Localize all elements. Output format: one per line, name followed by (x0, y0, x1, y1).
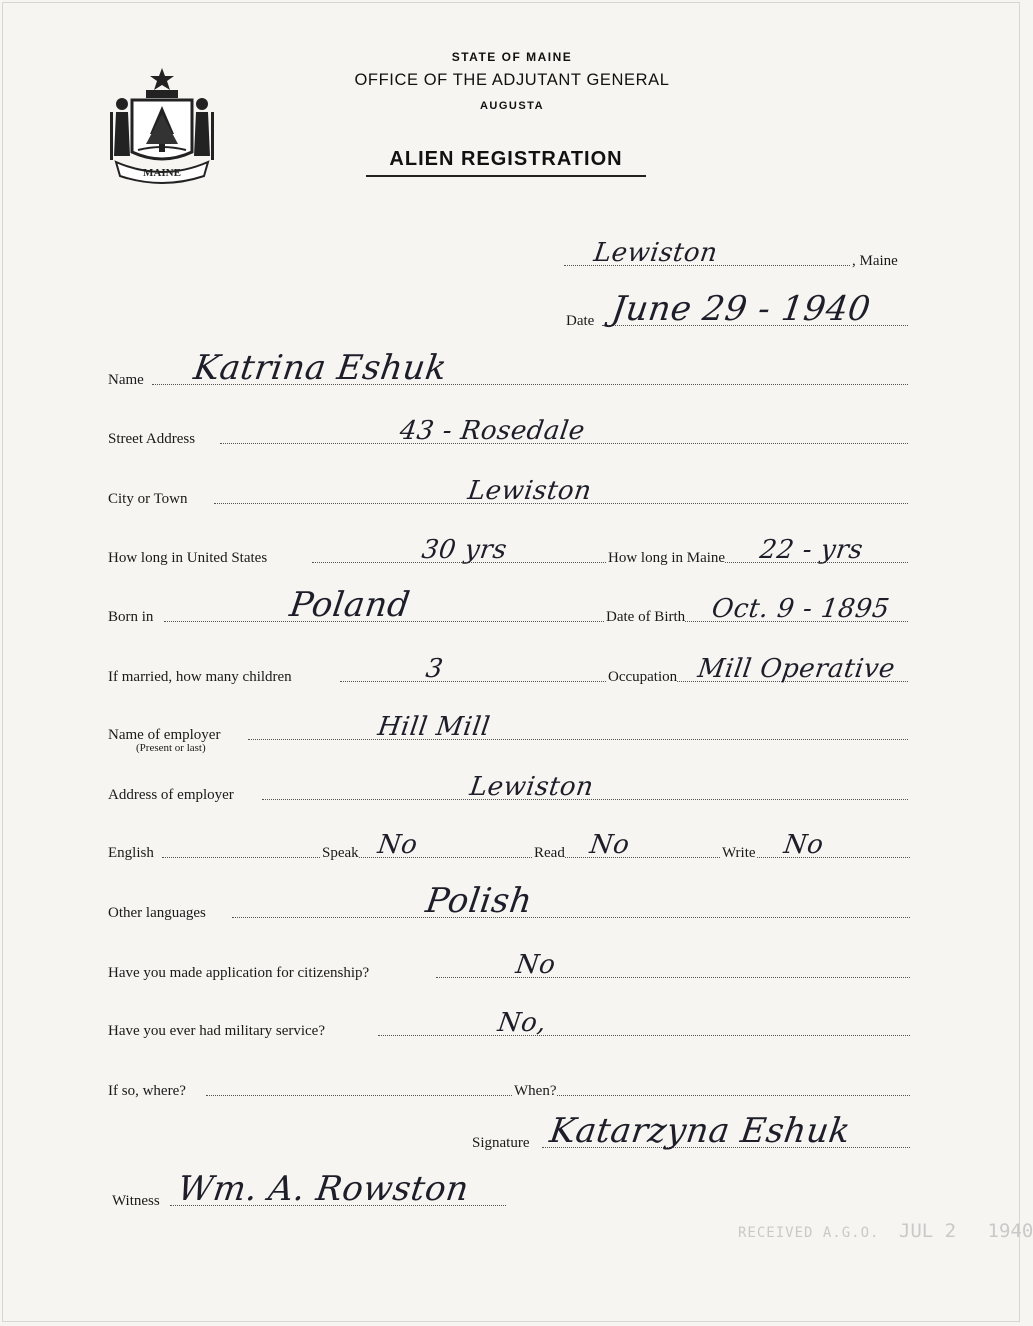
street-row (108, 416, 908, 448)
header-office: OFFICE OF THE ADJUTANT GENERAL (354, 71, 670, 89)
maine-duration-label: How long in Maine (608, 550, 726, 566)
children-row (108, 654, 908, 686)
duration-row (108, 535, 908, 567)
write-label: Write (722, 845, 756, 861)
name-label: Name (108, 372, 144, 388)
date-value: June 29 - 1940 (609, 289, 874, 329)
witness-value: Wm. A. Rowston (175, 1169, 472, 1209)
witness-label: Witness (112, 1193, 160, 1209)
header-state: STATE OF MAINE (451, 50, 573, 64)
form-title: ALIEN REGISTRATION (366, 148, 646, 177)
employer-row (108, 712, 908, 744)
stamp-month: JUL 2 (898, 1220, 957, 1242)
languages-label: Other languages (108, 905, 206, 921)
speak-value: No (375, 830, 420, 860)
us-duration-value: 30 yrs (419, 535, 509, 565)
employer-value: Hill Mill (375, 712, 493, 742)
employer-label: Name of employer (108, 727, 221, 743)
header-city: AUGUSTA (479, 100, 545, 112)
birth-row (108, 585, 908, 626)
maine-duration-value: 22 - yrs (757, 535, 865, 565)
seal-ribbon-text: MAINE (143, 167, 181, 179)
name-value: Katrina Eshuk (191, 348, 450, 388)
occupation-label: Occupation (608, 669, 678, 685)
birth-date-value: Oct. 9 - 1895 (709, 594, 892, 624)
witness-row (112, 1169, 506, 1210)
languages-value: Polish (423, 881, 535, 921)
street-label: Street Address (108, 431, 196, 447)
location-suffix: , Maine (852, 253, 898, 269)
languages-row (108, 881, 910, 922)
street-value: 43 - Rosedale (397, 416, 587, 446)
when-label: When? (514, 1083, 557, 1099)
name-row (108, 348, 908, 389)
english-label: English (108, 845, 154, 861)
military-label: Have you ever had military service? (108, 1023, 325, 1039)
date-row (566, 289, 908, 330)
received-stamp (738, 1220, 1033, 1242)
us-duration-label: How long in United States (108, 550, 268, 566)
signature-value: Katarzyna Eshuk (547, 1111, 853, 1151)
read-value: No (587, 830, 632, 860)
city-label: City or Town (108, 491, 188, 507)
employer-address-row (108, 772, 908, 804)
employer-address-label: Address of employer (108, 787, 234, 803)
speak-label: Speak (322, 845, 359, 861)
employer-sublabel: (Present or last) (136, 742, 206, 754)
where-row (108, 1076, 910, 1100)
where-label: If so, where? (108, 1083, 186, 1099)
born-in-label: Born in (108, 609, 154, 625)
stamp-year: 1940 (987, 1220, 1033, 1242)
born-in-value: Poland (287, 585, 413, 625)
signature-label: Signature (472, 1135, 530, 1151)
citizenship-value: No (513, 950, 558, 980)
children-label: If married, how many children (108, 669, 292, 685)
birth-date-label: Date of Birth (606, 609, 686, 625)
stamp-text: RECEIVED A.G.O. (738, 1225, 880, 1241)
signature-row (472, 1111, 910, 1152)
date-label: Date (566, 313, 595, 329)
citizenship-label: Have you made application for citizenship? (108, 965, 370, 981)
citizenship-row (108, 950, 910, 982)
write-value: No (781, 830, 826, 860)
read-label: Read (534, 845, 565, 861)
employer-address-value: Lewiston (467, 772, 596, 802)
military-row (108, 1008, 910, 1040)
occupation-value: Mill Operative (695, 654, 898, 684)
children-value: 3 (423, 654, 446, 684)
city-value: Lewiston (465, 476, 594, 506)
english-row (108, 830, 910, 862)
location-row (564, 238, 914, 270)
location-value: Lewiston (591, 238, 720, 268)
military-value: No, (495, 1008, 549, 1038)
city-row (108, 476, 908, 508)
